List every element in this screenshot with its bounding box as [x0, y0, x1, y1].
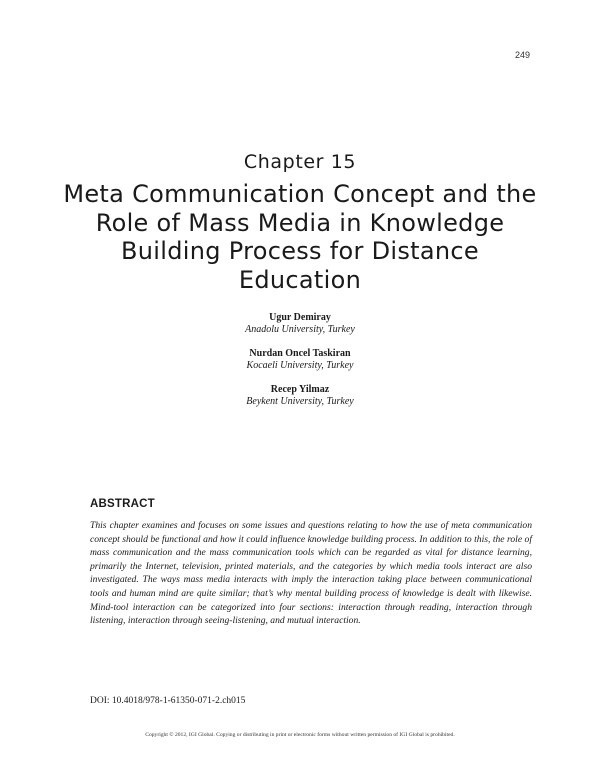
- author-list: [0, 312, 600, 420]
- author-affiliation: Beykent University, Turkey: [246, 396, 354, 407]
- chapter-label: Chapter 15: [243, 151, 357, 173]
- chapter-title: Meta Communication Concept and the Role of Mass Media in Knowledge Building Process for Distance Education: [63, 180, 537, 294]
- author-affiliation: Kocaeli University, Turkey: [246, 360, 354, 371]
- abstract-text: This chapter examines and focuses on some issues and questions relating to how the use of meta communication concept should be functional and how it could influence knowledge building process. In addition to this, the role of mass communication and the mass communication tools which can be regarded as vital for distance learning, primarily the Internet, television, printed materials, and the categories by which media tools interact are also investigated. The ways mass media interacts with imply the interaction taking place between communicational tools and human mind are quite similar; that’s why mental building process of knowledge is dealt with likewise. Mind-tool interaction can be categorized into four sections: interaction through reading, interaction through listening, interaction through seeing-listening, and mutual interaction.: [90, 520, 532, 627]
- author-entry: [0, 348, 600, 372]
- author-name: Nurdan Oncel Taskiran: [249, 348, 351, 359]
- doi-line: DOI: 10.4018/978-1-61350-071-2.ch015: [90, 696, 246, 706]
- author-entry: [0, 384, 600, 408]
- author-entry: [0, 312, 600, 336]
- author-name: Recep Yilmaz: [270, 384, 330, 395]
- author-affiliation: Anadolu University, Turkey: [245, 324, 355, 335]
- copyright-notice: Copyright © 2012, IGI Global. Copying or distributing in print or electronic forms without written permission of IGI Global is prohibited.: [145, 732, 455, 738]
- abstract-heading: ABSTRACT: [90, 498, 155, 510]
- author-name: Ugur Demiray: [269, 312, 331, 323]
- page-number: 249: [514, 50, 530, 60]
